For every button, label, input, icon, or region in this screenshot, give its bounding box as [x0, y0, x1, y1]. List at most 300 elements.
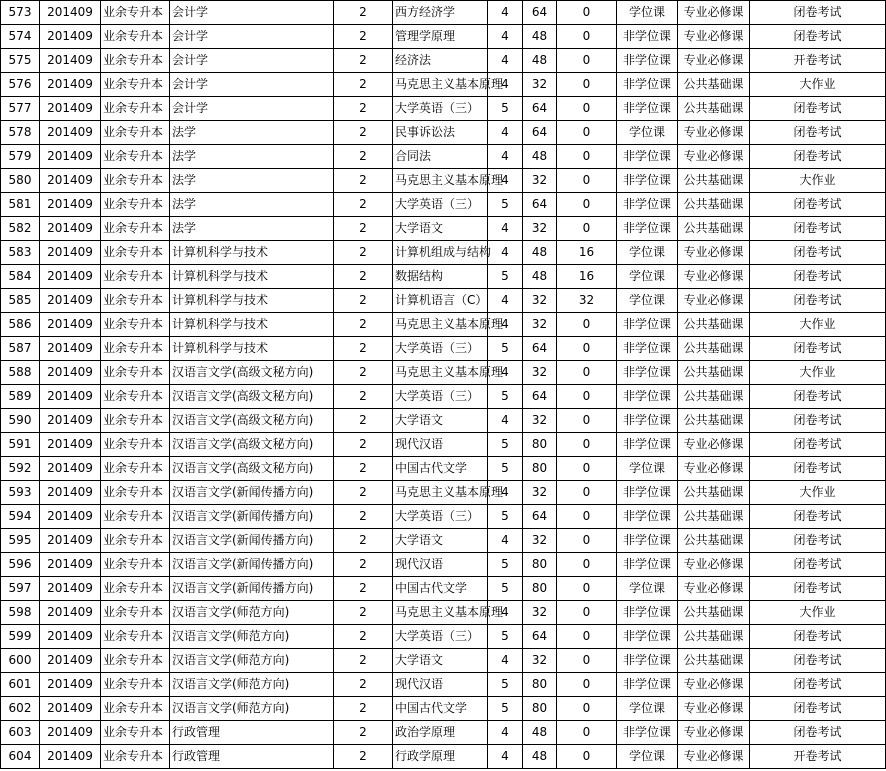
- degree-type-cell: 非学位课: [617, 505, 678, 529]
- lab-hours-cell: 0: [557, 121, 617, 145]
- table-row: [1, 169, 886, 193]
- lab-hours-cell: 0: [557, 721, 617, 745]
- major-cell: 汉语言文学(高级文秘方向): [170, 409, 334, 433]
- table-row: [1, 73, 886, 97]
- years-cell: 2: [334, 721, 393, 745]
- course-name-cell: 计算机组成与结构: [393, 241, 488, 265]
- credits-cell: 5: [488, 385, 523, 409]
- program-type-cell: 业余专升本: [101, 673, 170, 697]
- exam-type-cell: 闭卷考试: [750, 241, 886, 265]
- term-cell: 201409: [40, 697, 101, 721]
- credits-cell: 5: [488, 505, 523, 529]
- years-cell: 2: [334, 97, 393, 121]
- row-number-cell: 576: [1, 73, 40, 97]
- lab-hours-cell: 0: [557, 217, 617, 241]
- years-cell: 2: [334, 649, 393, 673]
- course-name-cell: 大学英语（三）: [393, 193, 488, 217]
- exam-type-cell: 闭卷考试: [750, 97, 886, 121]
- years-cell: 2: [334, 289, 393, 313]
- table-row: [1, 553, 886, 577]
- exam-type-cell: 大作业: [750, 313, 886, 337]
- table-row: [1, 25, 886, 49]
- major-cell: 行政管理: [170, 721, 334, 745]
- row-number-cell: 599: [1, 625, 40, 649]
- course-category-cell: 专业必修课: [678, 577, 750, 601]
- exam-type-cell: 大作业: [750, 481, 886, 505]
- hours-cell: 64: [523, 193, 557, 217]
- course-name-cell: 民事诉讼法: [393, 121, 488, 145]
- degree-type-cell: 非学位课: [617, 409, 678, 433]
- years-cell: 2: [334, 361, 393, 385]
- hours-cell: 48: [523, 721, 557, 745]
- hours-cell: 32: [523, 361, 557, 385]
- course-category-cell: 专业必修课: [678, 265, 750, 289]
- lab-hours-cell: 0: [557, 49, 617, 73]
- table-row: [1, 121, 886, 145]
- hours-cell: 80: [523, 457, 557, 481]
- credits-cell: 4: [488, 721, 523, 745]
- program-type-cell: 业余专升本: [101, 313, 170, 337]
- major-cell: 汉语言文学(师范方向): [170, 649, 334, 673]
- years-cell: 2: [334, 529, 393, 553]
- years-cell: 2: [334, 1, 393, 25]
- term-cell: 201409: [40, 73, 101, 97]
- term-cell: 201409: [40, 337, 101, 361]
- degree-type-cell: 非学位课: [617, 433, 678, 457]
- term-cell: 201409: [40, 121, 101, 145]
- exam-type-cell: 大作业: [750, 361, 886, 385]
- table-row: [1, 313, 886, 337]
- hours-cell: 32: [523, 289, 557, 313]
- degree-type-cell: 非学位课: [617, 529, 678, 553]
- degree-type-cell: 非学位课: [617, 649, 678, 673]
- program-type-cell: 业余专升本: [101, 121, 170, 145]
- program-type-cell: 业余专升本: [101, 241, 170, 265]
- lab-hours-cell: 0: [557, 97, 617, 121]
- course-name-cell: 马克思主义基本原理: [393, 169, 488, 193]
- course-name-cell: 现代汉语: [393, 433, 488, 457]
- course-category-cell: 专业必修课: [678, 433, 750, 457]
- lab-hours-cell: 0: [557, 505, 617, 529]
- exam-type-cell: 大作业: [750, 169, 886, 193]
- course-name-cell: 大学英语（三）: [393, 385, 488, 409]
- exam-type-cell: 闭卷考试: [750, 145, 886, 169]
- credits-cell: 5: [488, 577, 523, 601]
- major-cell: 汉语言文学(新闻传播方向): [170, 481, 334, 505]
- program-type-cell: 业余专升本: [101, 409, 170, 433]
- term-cell: 201409: [40, 673, 101, 697]
- term-cell: 201409: [40, 25, 101, 49]
- degree-type-cell: 非学位课: [617, 313, 678, 337]
- row-number-cell: 591: [1, 433, 40, 457]
- credits-cell: 4: [488, 601, 523, 625]
- term-cell: 201409: [40, 145, 101, 169]
- table-row: [1, 361, 886, 385]
- lab-hours-cell: 0: [557, 25, 617, 49]
- lab-hours-cell: 0: [557, 625, 617, 649]
- course-name-cell: 大学语文: [393, 649, 488, 673]
- course-category-cell: 专业必修课: [678, 1, 750, 25]
- program-type-cell: 业余专升本: [101, 337, 170, 361]
- row-number-cell: 582: [1, 217, 40, 241]
- major-cell: 计算机科学与技术: [170, 241, 334, 265]
- major-cell: 会计学: [170, 73, 334, 97]
- program-type-cell: 业余专升本: [101, 265, 170, 289]
- row-number-cell: 579: [1, 145, 40, 169]
- course-category-cell: 公共基础课: [678, 193, 750, 217]
- credits-cell: 4: [488, 409, 523, 433]
- lab-hours-cell: 16: [557, 241, 617, 265]
- degree-type-cell: 非学位课: [617, 625, 678, 649]
- lab-hours-cell: 0: [557, 313, 617, 337]
- credits-cell: 5: [488, 337, 523, 361]
- term-cell: 201409: [40, 193, 101, 217]
- lab-hours-cell: 0: [557, 745, 617, 769]
- hours-cell: 64: [523, 625, 557, 649]
- exam-type-cell: 闭卷考试: [750, 625, 886, 649]
- degree-type-cell: 非学位课: [617, 217, 678, 241]
- hours-cell: 48: [523, 241, 557, 265]
- major-cell: 计算机科学与技术: [170, 337, 334, 361]
- course-category-cell: 专业必修课: [678, 745, 750, 769]
- degree-type-cell: 非学位课: [617, 25, 678, 49]
- lab-hours-cell: 32: [557, 289, 617, 313]
- term-cell: 201409: [40, 49, 101, 73]
- hours-cell: 32: [523, 529, 557, 553]
- program-type-cell: 业余专升本: [101, 1, 170, 25]
- row-number-cell: 603: [1, 721, 40, 745]
- row-number-cell: 575: [1, 49, 40, 73]
- lab-hours-cell: 0: [557, 433, 617, 457]
- program-type-cell: 业余专升本: [101, 433, 170, 457]
- course-name-cell: 马克思主义基本原理: [393, 73, 488, 97]
- table-body: [1, 1, 886, 769]
- hours-cell: 32: [523, 649, 557, 673]
- hours-cell: 32: [523, 169, 557, 193]
- degree-type-cell: 非学位课: [617, 481, 678, 505]
- program-type-cell: 业余专升本: [101, 481, 170, 505]
- hours-cell: 32: [523, 409, 557, 433]
- lab-hours-cell: 0: [557, 481, 617, 505]
- course-category-cell: 公共基础课: [678, 601, 750, 625]
- course-name-cell: 合同法: [393, 145, 488, 169]
- lab-hours-cell: 0: [557, 529, 617, 553]
- degree-type-cell: 学位课: [617, 1, 678, 25]
- credits-cell: 4: [488, 649, 523, 673]
- major-cell: 汉语言文学(新闻传播方向): [170, 553, 334, 577]
- degree-type-cell: 非学位课: [617, 73, 678, 97]
- program-type-cell: 业余专升本: [101, 169, 170, 193]
- table-row: [1, 409, 886, 433]
- hours-cell: 80: [523, 553, 557, 577]
- row-number-cell: 585: [1, 289, 40, 313]
- credits-cell: 5: [488, 673, 523, 697]
- table-row: [1, 49, 886, 73]
- hours-cell: 48: [523, 25, 557, 49]
- row-number-cell: 594: [1, 505, 40, 529]
- exam-type-cell: 闭卷考试: [750, 265, 886, 289]
- program-type-cell: 业余专升本: [101, 505, 170, 529]
- program-type-cell: 业余专升本: [101, 601, 170, 625]
- course-name-cell: 大学英语（三）: [393, 97, 488, 121]
- major-cell: 计算机科学与技术: [170, 313, 334, 337]
- lab-hours-cell: 0: [557, 553, 617, 577]
- program-type-cell: 业余专升本: [101, 721, 170, 745]
- table-row: [1, 529, 886, 553]
- major-cell: 法学: [170, 193, 334, 217]
- credits-cell: 4: [488, 1, 523, 25]
- lab-hours-cell: 0: [557, 697, 617, 721]
- exam-type-cell: 闭卷考试: [750, 649, 886, 673]
- years-cell: 2: [334, 577, 393, 601]
- hours-cell: 32: [523, 73, 557, 97]
- years-cell: 2: [334, 121, 393, 145]
- degree-type-cell: 学位课: [617, 697, 678, 721]
- program-type-cell: 业余专升本: [101, 49, 170, 73]
- row-number-cell: 583: [1, 241, 40, 265]
- years-cell: 2: [334, 193, 393, 217]
- term-cell: 201409: [40, 289, 101, 313]
- years-cell: 2: [334, 241, 393, 265]
- major-cell: 汉语言文学(高级文秘方向): [170, 433, 334, 457]
- row-number-cell: 588: [1, 361, 40, 385]
- course-name-cell: 大学语文: [393, 409, 488, 433]
- years-cell: 2: [334, 73, 393, 97]
- course-name-cell: 马克思主义基本原理: [393, 361, 488, 385]
- course-name-cell: 中国古代文学: [393, 697, 488, 721]
- years-cell: 2: [334, 169, 393, 193]
- course-name-cell: 大学英语（三）: [393, 625, 488, 649]
- credits-cell: 4: [488, 529, 523, 553]
- exam-type-cell: 闭卷考试: [750, 673, 886, 697]
- table-row: [1, 193, 886, 217]
- course-category-cell: 专业必修课: [678, 721, 750, 745]
- program-type-cell: 业余专升本: [101, 289, 170, 313]
- hours-cell: 48: [523, 145, 557, 169]
- course-category-cell: 专业必修课: [678, 241, 750, 265]
- exam-type-cell: 闭卷考试: [750, 217, 886, 241]
- degree-type-cell: 学位课: [617, 265, 678, 289]
- exam-type-cell: 闭卷考试: [750, 577, 886, 601]
- course-category-cell: 专业必修课: [678, 553, 750, 577]
- degree-type-cell: 学位课: [617, 745, 678, 769]
- term-cell: 201409: [40, 385, 101, 409]
- credits-cell: 4: [488, 73, 523, 97]
- major-cell: 法学: [170, 145, 334, 169]
- degree-type-cell: 非学位课: [617, 97, 678, 121]
- hours-cell: 32: [523, 481, 557, 505]
- program-type-cell: 业余专升本: [101, 385, 170, 409]
- degree-type-cell: 学位课: [617, 289, 678, 313]
- course-name-cell: 中国古代文学: [393, 457, 488, 481]
- course-category-cell: 公共基础课: [678, 649, 750, 673]
- program-type-cell: 业余专升本: [101, 73, 170, 97]
- degree-type-cell: 非学位课: [617, 337, 678, 361]
- exam-type-cell: 大作业: [750, 73, 886, 97]
- years-cell: 2: [334, 145, 393, 169]
- term-cell: 201409: [40, 625, 101, 649]
- lab-hours-cell: 0: [557, 361, 617, 385]
- credits-cell: 5: [488, 193, 523, 217]
- credits-cell: 4: [488, 25, 523, 49]
- table-row: [1, 457, 886, 481]
- program-type-cell: 业余专升本: [101, 145, 170, 169]
- course-name-cell: 大学语文: [393, 217, 488, 241]
- major-cell: 法学: [170, 121, 334, 145]
- major-cell: 汉语言文学(新闻传播方向): [170, 577, 334, 601]
- lab-hours-cell: 0: [557, 577, 617, 601]
- major-cell: 会计学: [170, 1, 334, 25]
- exam-type-cell: 闭卷考试: [750, 433, 886, 457]
- credits-cell: 4: [488, 241, 523, 265]
- term-cell: 201409: [40, 409, 101, 433]
- lab-hours-cell: 0: [557, 649, 617, 673]
- term-cell: 201409: [40, 553, 101, 577]
- degree-type-cell: 非学位课: [617, 673, 678, 697]
- course-category-cell: 专业必修课: [678, 121, 750, 145]
- table-row: [1, 721, 886, 745]
- course-category-cell: 公共基础课: [678, 169, 750, 193]
- credits-cell: 5: [488, 625, 523, 649]
- course-category-cell: 公共基础课: [678, 481, 750, 505]
- years-cell: 2: [334, 505, 393, 529]
- program-type-cell: 业余专升本: [101, 745, 170, 769]
- exam-type-cell: 大作业: [750, 601, 886, 625]
- row-number-cell: 601: [1, 673, 40, 697]
- credits-cell: 5: [488, 433, 523, 457]
- lab-hours-cell: 0: [557, 1, 617, 25]
- years-cell: 2: [334, 49, 393, 73]
- row-number-cell: 581: [1, 193, 40, 217]
- credits-cell: 4: [488, 481, 523, 505]
- term-cell: 201409: [40, 433, 101, 457]
- degree-type-cell: 非学位课: [617, 385, 678, 409]
- exam-type-cell: 闭卷考试: [750, 457, 886, 481]
- major-cell: 会计学: [170, 97, 334, 121]
- course-category-cell: 公共基础课: [678, 337, 750, 361]
- major-cell: 法学: [170, 217, 334, 241]
- program-type-cell: 业余专升本: [101, 193, 170, 217]
- major-cell: 汉语言文学(高级文秘方向): [170, 385, 334, 409]
- program-type-cell: 业余专升本: [101, 361, 170, 385]
- credits-cell: 5: [488, 97, 523, 121]
- course-name-cell: 现代汉语: [393, 673, 488, 697]
- row-number-cell: 597: [1, 577, 40, 601]
- table-row: [1, 241, 886, 265]
- credits-cell: 4: [488, 313, 523, 337]
- term-cell: 201409: [40, 241, 101, 265]
- course-name-cell: 中国古代文学: [393, 577, 488, 601]
- term-cell: 201409: [40, 601, 101, 625]
- table-row: [1, 265, 886, 289]
- credits-cell: 4: [488, 121, 523, 145]
- course-category-cell: 专业必修课: [678, 457, 750, 481]
- row-number-cell: 586: [1, 313, 40, 337]
- years-cell: 2: [334, 697, 393, 721]
- table-row: [1, 625, 886, 649]
- course-category-cell: 公共基础课: [678, 529, 750, 553]
- term-cell: 201409: [40, 265, 101, 289]
- term-cell: 201409: [40, 721, 101, 745]
- exam-type-cell: 开卷考试: [750, 49, 886, 73]
- row-number-cell: 600: [1, 649, 40, 673]
- table-row: [1, 97, 886, 121]
- table-row: [1, 217, 886, 241]
- program-type-cell: 业余专升本: [101, 649, 170, 673]
- program-type-cell: 业余专升本: [101, 217, 170, 241]
- row-number-cell: 596: [1, 553, 40, 577]
- exam-type-cell: 闭卷考试: [750, 337, 886, 361]
- row-number-cell: 580: [1, 169, 40, 193]
- term-cell: 201409: [40, 745, 101, 769]
- row-number-cell: 593: [1, 481, 40, 505]
- table-row: [1, 337, 886, 361]
- table-row: [1, 505, 886, 529]
- table-row: [1, 289, 886, 313]
- course-name-cell: 西方经济学: [393, 1, 488, 25]
- program-type-cell: 业余专升本: [101, 577, 170, 601]
- course-category-cell: 公共基础课: [678, 505, 750, 529]
- degree-type-cell: 非学位课: [617, 361, 678, 385]
- years-cell: 2: [334, 265, 393, 289]
- major-cell: 计算机科学与技术: [170, 289, 334, 313]
- row-number-cell: 602: [1, 697, 40, 721]
- years-cell: 2: [334, 409, 393, 433]
- term-cell: 201409: [40, 361, 101, 385]
- row-number-cell: 598: [1, 601, 40, 625]
- credits-cell: 4: [488, 745, 523, 769]
- table-row: [1, 433, 886, 457]
- hours-cell: 48: [523, 49, 557, 73]
- lab-hours-cell: 0: [557, 385, 617, 409]
- years-cell: 2: [334, 217, 393, 241]
- row-number-cell: 595: [1, 529, 40, 553]
- row-number-cell: 587: [1, 337, 40, 361]
- degree-type-cell: 非学位课: [617, 145, 678, 169]
- years-cell: 2: [334, 337, 393, 361]
- course-category-cell: 专业必修课: [678, 673, 750, 697]
- term-cell: 201409: [40, 481, 101, 505]
- years-cell: 2: [334, 673, 393, 697]
- course-name-cell: 大学语文: [393, 529, 488, 553]
- row-number-cell: 574: [1, 25, 40, 49]
- table-row: [1, 745, 886, 769]
- hours-cell: 80: [523, 697, 557, 721]
- degree-type-cell: 非学位课: [617, 193, 678, 217]
- course-name-cell: 计算机语言（C）: [393, 289, 488, 313]
- row-number-cell: 592: [1, 457, 40, 481]
- credits-cell: 5: [488, 553, 523, 577]
- lab-hours-cell: 0: [557, 409, 617, 433]
- major-cell: 会计学: [170, 25, 334, 49]
- term-cell: 201409: [40, 577, 101, 601]
- exam-type-cell: 闭卷考试: [750, 385, 886, 409]
- course-category-cell: 公共基础课: [678, 313, 750, 337]
- years-cell: 2: [334, 385, 393, 409]
- course-category-cell: 专业必修课: [678, 25, 750, 49]
- degree-type-cell: 非学位课: [617, 49, 678, 73]
- course-name-cell: 大学英语（三）: [393, 505, 488, 529]
- credits-cell: 4: [488, 169, 523, 193]
- degree-type-cell: 学位课: [617, 121, 678, 145]
- program-type-cell: 业余专升本: [101, 457, 170, 481]
- exam-type-cell: 闭卷考试: [750, 505, 886, 529]
- years-cell: 2: [334, 553, 393, 577]
- years-cell: 2: [334, 481, 393, 505]
- degree-type-cell: 学位课: [617, 457, 678, 481]
- exam-type-cell: 闭卷考试: [750, 1, 886, 25]
- course-category-cell: 公共基础课: [678, 73, 750, 97]
